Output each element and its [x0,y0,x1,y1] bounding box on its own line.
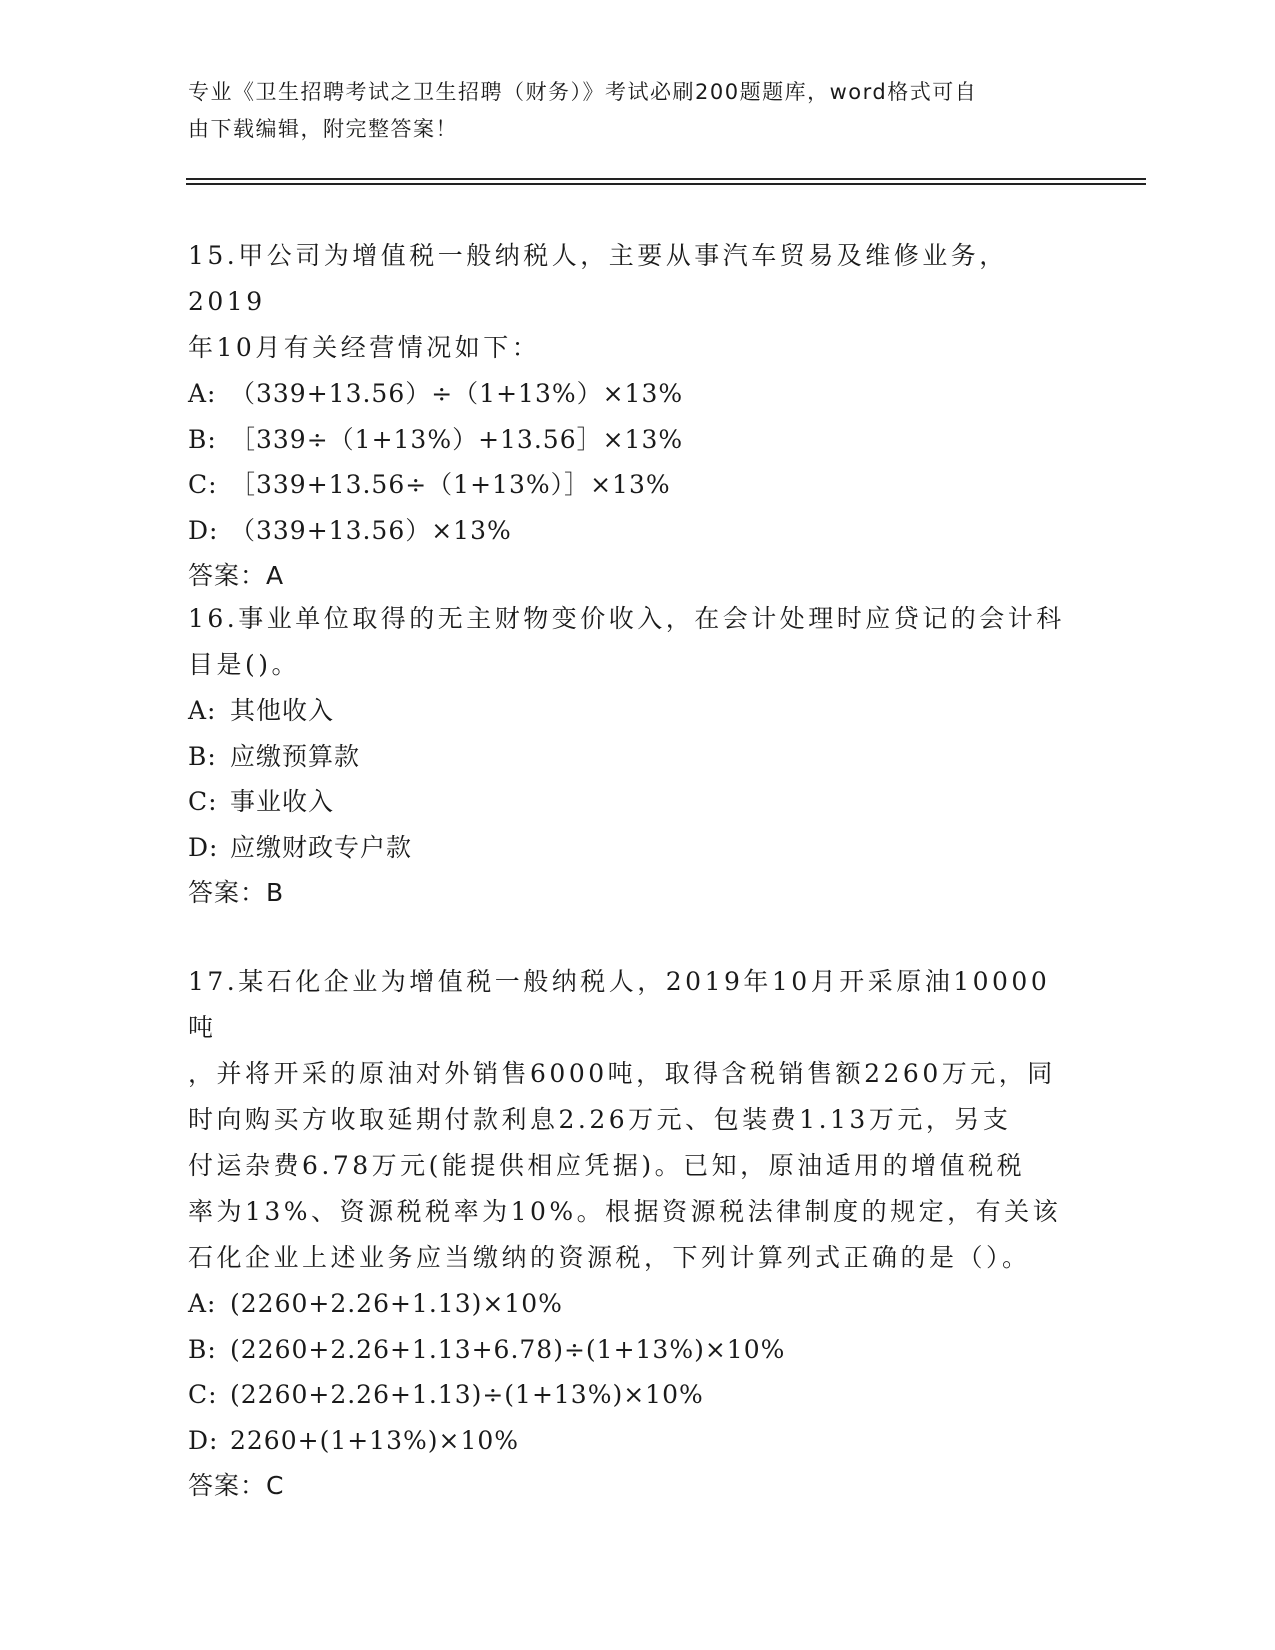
option-b [188,1327,1068,1373]
answer: 答案：A [188,561,285,590]
question-line: 石化企业上述业务应当缴纳的资源税，下列计算列式正确的是（）。 [188,1243,1031,1272]
question-15 [188,233,1068,598]
option-text: 事业收入 [230,787,335,816]
option-text: 应缴预算款 [230,741,361,771]
option-text: (2260+2.26+1.13+6.78)÷(1+13%)×10% [230,1334,786,1364]
option-text: （339+13.56）÷（1+13%）×13% [230,379,684,408]
option-a [188,1281,1068,1327]
option-c [188,462,1068,508]
option-d [188,825,1068,871]
question-line: 时向购买方收取延期付款利息2.26万元、包装费1.13万元，另支 [188,1105,1012,1134]
answer: 答案：B [188,878,285,907]
answer: 答案：C [188,1471,285,1500]
document-header [188,74,1068,148]
header-line: 专业《卫生招聘考试之卫生招聘（财务）》考试必刷200题题库，word格式可自 [188,80,978,104]
option-text: 2260+(1+13%)×10% [230,1425,520,1455]
option-b [188,417,1068,463]
header-divider [186,178,1146,180]
option-a [188,371,1068,417]
option-text: （339+13.56）×13% [230,515,512,545]
option-text: ［339+13.56÷（1+13%）］×13% [230,470,671,499]
question-line: 16.事业单位取得的无主财物变价收入，在会计处理时应贷记的会计科 [188,604,1065,633]
question-line: 15.甲公司为增值税一般纳税人，主要从事汽车贸易及维修业务，2019 [188,241,1008,316]
option-text: 其他收入 [230,696,335,725]
option-label: D: [188,1425,219,1455]
question-line: 年10月有关经营情况如下： [188,333,541,362]
option-text: (2260+2.26+1.13)×10% [230,1289,563,1318]
option-text: 应缴财政专户款 [230,832,413,862]
option-label: D: [188,515,219,545]
option-d [188,1418,1068,1464]
question-text [188,596,1068,688]
option-label: A: [188,696,217,725]
option-c [188,1372,1068,1418]
question-line: 目是()。 [188,650,301,679]
option-label: B: [188,741,217,771]
option-label: A: [188,1289,217,1318]
question-16 [188,596,1068,915]
option-label: D: [188,832,219,862]
option-d [188,508,1068,554]
option-label: B: [188,1334,217,1364]
option-text: ［339÷（1+13%）+13.56］×13% [230,424,684,454]
question-text [188,233,1068,371]
option-label: C: [188,787,218,816]
option-b [188,734,1068,780]
question-line: 率为13%、资源税税率为10%。根据资源税法律制度的规定，有关该 [188,1197,1062,1226]
option-text: (2260+2.26+1.13)÷(1+13%)×10% [230,1380,704,1409]
header-divider [186,183,1146,185]
option-a [188,688,1068,734]
header-line: 由下载编辑，附完整答案！ [188,117,458,141]
option-label: A: [188,379,217,408]
question-line: ，并将开采的原油对外销售6000吨，取得含税销售额2260万元，同 [188,1059,1056,1088]
option-label: B: [188,424,217,454]
question-text [188,959,1068,1281]
question-17 [188,959,1068,1508]
question-line: 付运杂费6.78万元(能提供相应凭据)。已知，原油适用的增值税税 [188,1151,1026,1180]
option-label: C: [188,470,218,499]
option-label: C: [188,1380,218,1409]
option-c [188,779,1068,825]
question-line: 17.某石化企业为增值税一般纳税人，2019年10月开采原油10000吨 [188,967,1051,1042]
